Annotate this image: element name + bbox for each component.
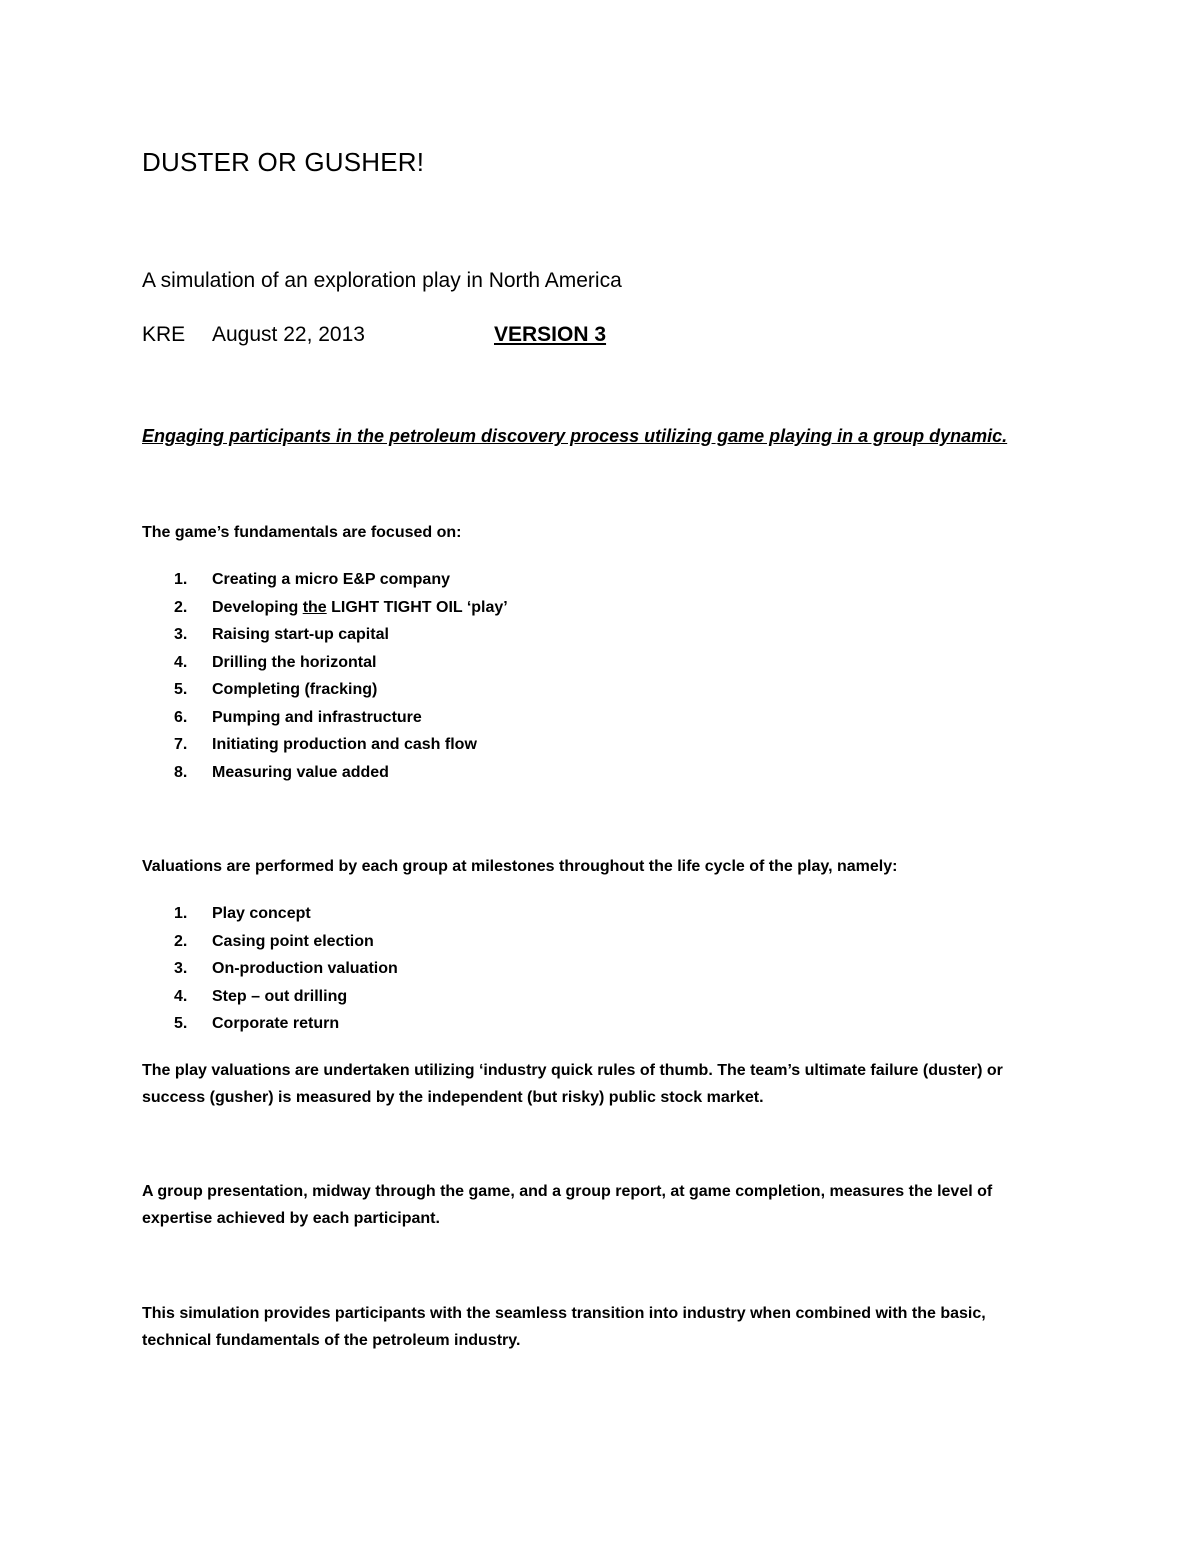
- document-date: August 22, 2013: [212, 323, 365, 346]
- list-item: [174, 621, 508, 649]
- list-number: 4.: [174, 653, 188, 671]
- author-initials: KRE: [142, 323, 186, 346]
- list-text: Completing (fracking): [212, 681, 378, 698]
- valuations-list: [174, 900, 398, 1038]
- list-text: Raising start-up capital: [212, 626, 389, 643]
- list-item: [174, 955, 398, 983]
- list-item: [174, 928, 398, 956]
- list-number: 2.: [174, 598, 188, 616]
- list-number: 6.: [174, 708, 188, 726]
- list-number: 8.: [174, 763, 188, 781]
- list-number: 3.: [174, 626, 188, 643]
- list-item: [174, 900, 398, 928]
- list-text-pre: Developing: [212, 598, 303, 616]
- paragraph-transition: This simulation provides participants with the seamless transition into industry when combined with the basic, technical fundamentals of the petroleum industry.: [142, 1305, 986, 1349]
- list-number: 2.: [174, 932, 188, 950]
- list-text: Initiating production and cash flow: [212, 736, 477, 753]
- list-text: Measuring value added: [212, 763, 389, 781]
- list-text: Corporate return: [212, 1015, 340, 1032]
- paragraph-group-presentation: A group presentation, midway through the game, and a group report, at game completion, measures the level of expertise achieved by each participant.: [142, 1183, 993, 1227]
- paragraph-rules-of-thumb: The play valuations are undertaken utilizing ‘industry quick rules of thumb. The team’s ultimate failure (duster) or success (gusher) is measured by the independent (but risky) public stock market.: [142, 1062, 1003, 1106]
- list-text: Creating a micro E&P company: [212, 571, 450, 588]
- tagline: Engaging participants in the petroleum discovery process utilizing game playing in a group dynamic.: [142, 426, 1008, 446]
- list-text: Pumping and infrastructure: [212, 708, 422, 726]
- list-item: [174, 704, 508, 732]
- list-number: 5.: [174, 1015, 188, 1032]
- list-text-post: LIGHT TIGHT OIL ‘play’: [326, 598, 508, 616]
- list-item: [174, 649, 508, 677]
- valuations-intro: Valuations are performed by each group at milestones throughout the life cycle of the play, namely:: [142, 858, 898, 875]
- list-item: [174, 676, 508, 704]
- list-text: Casing point election: [212, 932, 374, 950]
- list-text: Step – out drilling: [212, 987, 348, 1005]
- list-number: 3.: [174, 960, 188, 977]
- fundamentals-intro: The game’s fundamentals are focused on:: [142, 524, 462, 541]
- list-number: 1.: [174, 905, 188, 922]
- document-title: DUSTER OR GUSHER!: [142, 147, 425, 177]
- version-label: VERSION 3: [494, 323, 607, 346]
- list-number: 4.: [174, 987, 188, 1005]
- list-item: [174, 983, 398, 1011]
- document-subtitle: A simulation of an exploration play in North America: [142, 269, 622, 292]
- list-number: 7.: [174, 736, 188, 753]
- list-item: [174, 759, 508, 787]
- list-text: On-production valuation: [212, 960, 398, 977]
- list-item: [174, 731, 508, 759]
- list-number: 5.: [174, 681, 188, 698]
- list-text-underlined: the: [302, 598, 327, 616]
- list-item: [174, 594, 508, 622]
- list-text: Drilling the horizontal: [212, 653, 377, 671]
- list-item: [174, 1010, 398, 1038]
- list-number: 1.: [174, 571, 188, 588]
- fundamentals-list: [174, 566, 508, 786]
- list-item: [174, 566, 508, 594]
- list-text: Play concept: [212, 905, 311, 922]
